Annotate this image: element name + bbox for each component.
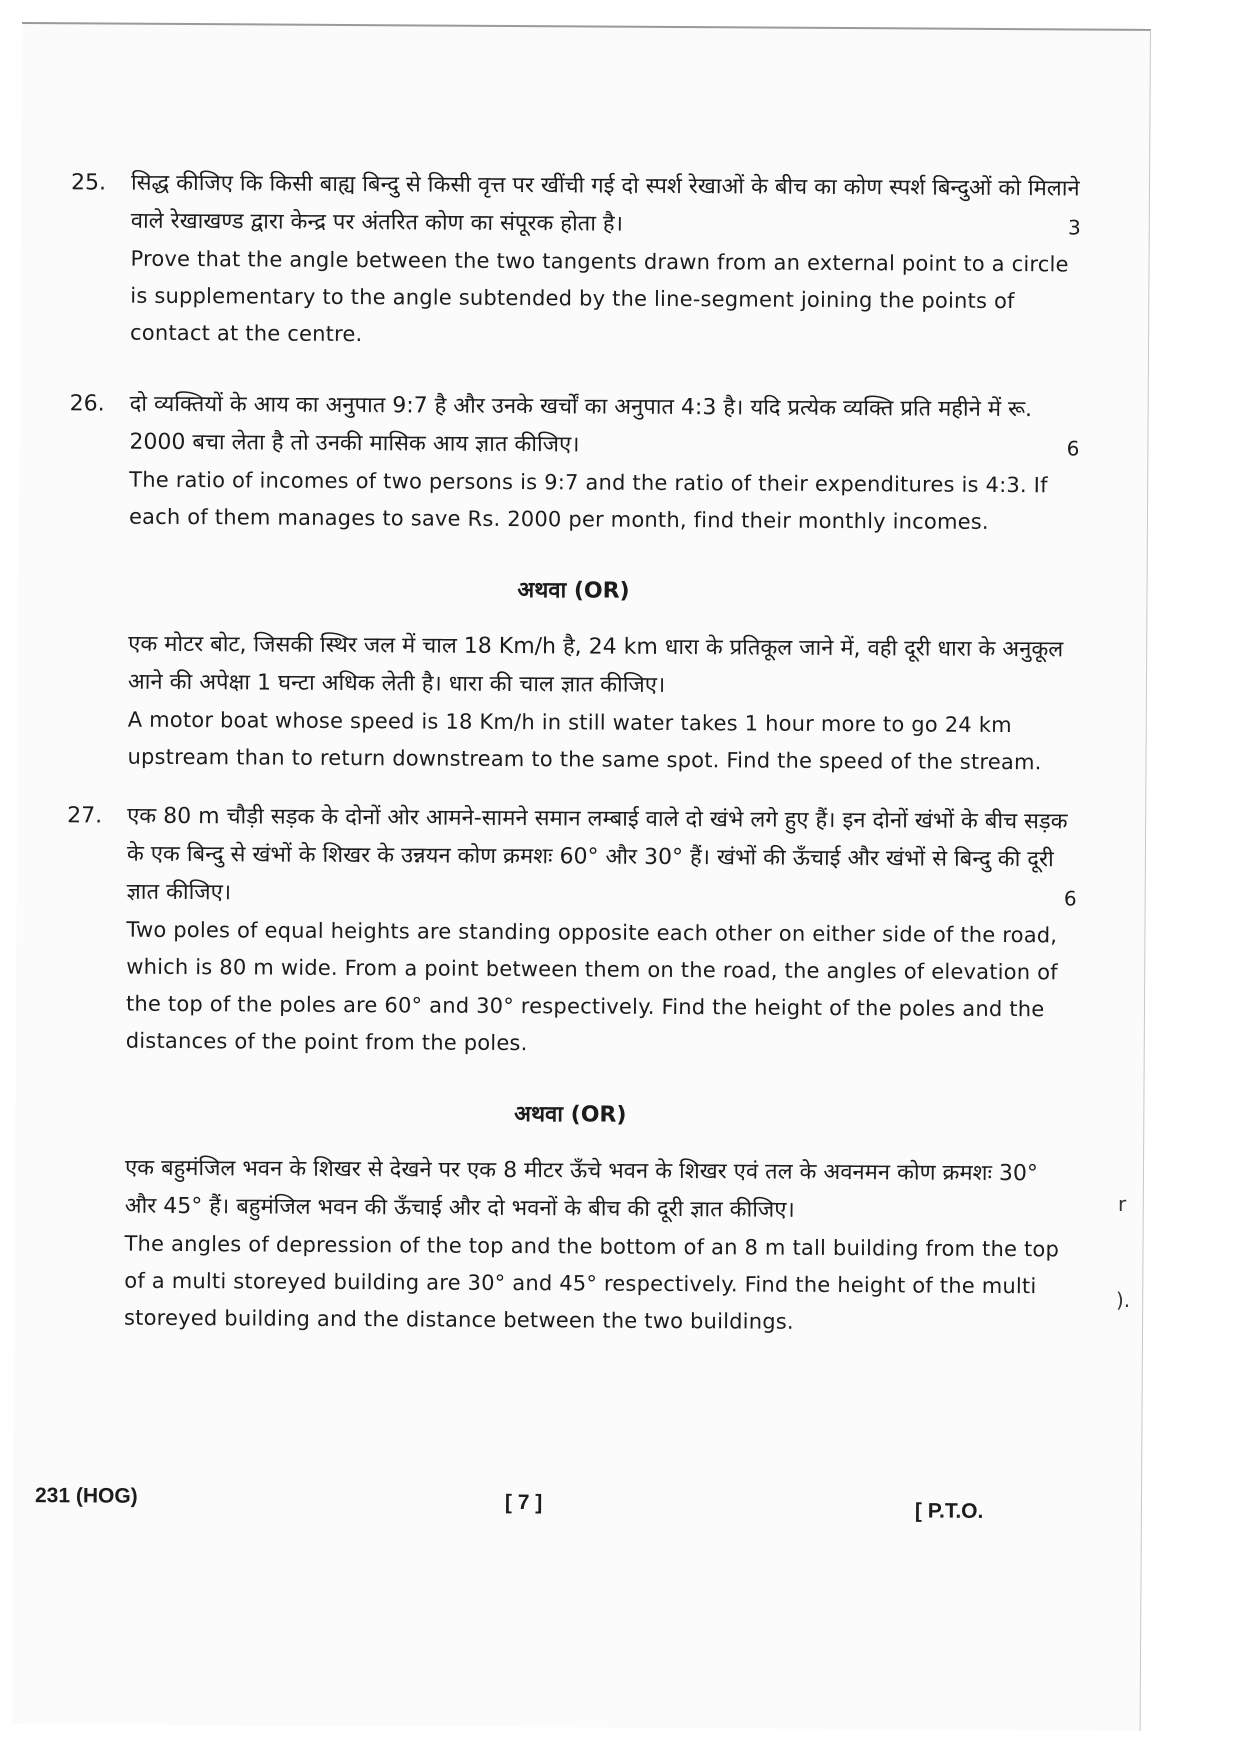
question-hindi: दो व्यक्तियों के आय का अनुपात 9:7 है और उनके खर्चों का अनुपात 4:3 है। यदि प्रत्येक व्यक्ति प्रति महीने में रू. 2000 बचा लेता है तो उनकी मासिक आय ज्ञात कीजिए। <box>129 391 1033 458</box>
question-text-english: Prove that the angle between the two tangents drawn from an external point to a circle is supplementary to the angle subtended by the line-segment joining the points of contact at the centre. <box>130 246 1069 347</box>
question-body <box>126 798 1078 1066</box>
alternative-text-hindi: एक बहुमंजिल भवन के शिखर से देखने पर एक 8 मीटर ऊँचे भवन के शिखर एवं तल के अवनमन कोण क्रमशः 30° और 45° हैं। बहुमंजिल भवन की ऊँचाई और दो भवनों के बीच की दूरी ज्ञात कीजिए। <box>124 1155 1039 1223</box>
question-25 <box>70 164 1081 357</box>
question-text-hindi <box>127 798 1078 918</box>
marks: 6 <box>1063 886 1077 911</box>
question-hindi: सिद्ध कीजिए कि किसी बाह्य बिन्दु से किसी वृत्त पर खींची गई दो स्पर्श रेखाओं के बीच का कोण स्पर्श बिन्दुओं को मिलाने वाले रेखाखण्ड द्वारा केन्द्र पर अंतरित कोण का संपूरक होता है। <box>130 170 1080 237</box>
question-text-hindi <box>129 386 1079 468</box>
question-body <box>129 386 1080 542</box>
question-body <box>130 165 1081 358</box>
paper-code: 231 (HOG) <box>34 1484 138 1508</box>
edge-mark-dot: ). <box>1116 1288 1131 1312</box>
alternative-text-english: A motor boat whose speed is 18 Km/h in still water takes 1 hour more to go 24 km upstream than to return downstream to the same spot. Find the speed of the stream. <box>127 707 1042 775</box>
marks: 6 <box>1066 436 1080 461</box>
page-footer <box>34 1484 1035 1523</box>
page-number: [ 7 ] <box>504 1490 543 1515</box>
alternative-question-26 <box>127 626 1078 782</box>
questions-area <box>64 164 1081 1364</box>
question-text-hindi <box>131 165 1081 247</box>
or-heading: अथवा (OR) <box>514 1102 627 1128</box>
question-text-english: The ratio of incomes of two persons is 9:7 and the ratio of their expenditures is 4:3. If each of them manages to save Rs. 2000 per month, find their monthly incomes. <box>128 467 1048 534</box>
please-turn-over: [ P.T.O. <box>914 1499 984 1523</box>
alternative-text-hindi: एक मोटर बोट, जिसकी स्थिर जल में चाल 18 Km/h है, 24 km धारा के प्रतिकूल जाने में, वही दूरी धारा के अनुकूल आने की अपेक्षा 1 घन्टा अधिक लेती है। धारा की चाल ज्ञात कीजिए। <box>127 631 1064 698</box>
or-heading: अथवा (OR) <box>517 578 630 604</box>
alternative-text-english: The angles of depression of the top and the bottom of an 8 m tall building from the top of a multi storeyed building are 30° and 45° respectively. Find the height of the multi storeyed building and the distance between the two buildings. <box>124 1231 1060 1334</box>
question-27 <box>66 797 1078 1065</box>
exam-page <box>12 22 1151 1731</box>
question-number: 27. <box>67 803 103 829</box>
question-26 <box>69 385 1080 541</box>
question-text-english: Two poles of equal heights are standing opposite each other on either side of the road, which is 80 m wide. From a point between them on the road, the angles of elevation of the top of the poles are 60° and 30° respectively. Find the height of the poles and the distances of the point from the poles. <box>125 917 1058 1056</box>
edge-mark-r: r <box>1118 1192 1127 1216</box>
question-number: 25. <box>70 170 107 196</box>
question-hindi: एक 80 m चौड़ी सड़क के दोनों ओर आमने-सामने समान लम्बाई वाले दो खंभे लगे हुए हैं। इन दोनों खंभों के बीच सड़क के एक बिन्दु से खंभों के शिखर के उन्नयन कोण क्रमशः 60° और 30° हैं। खंभों की ऊँचाई और खंभों से बिन्दु की दूरी ज्ञात कीजिए। <box>126 803 1068 906</box>
alternative-question-27 <box>124 1150 1075 1343</box>
question-number: 26. <box>69 391 105 417</box>
marks: 3 <box>1067 215 1081 240</box>
